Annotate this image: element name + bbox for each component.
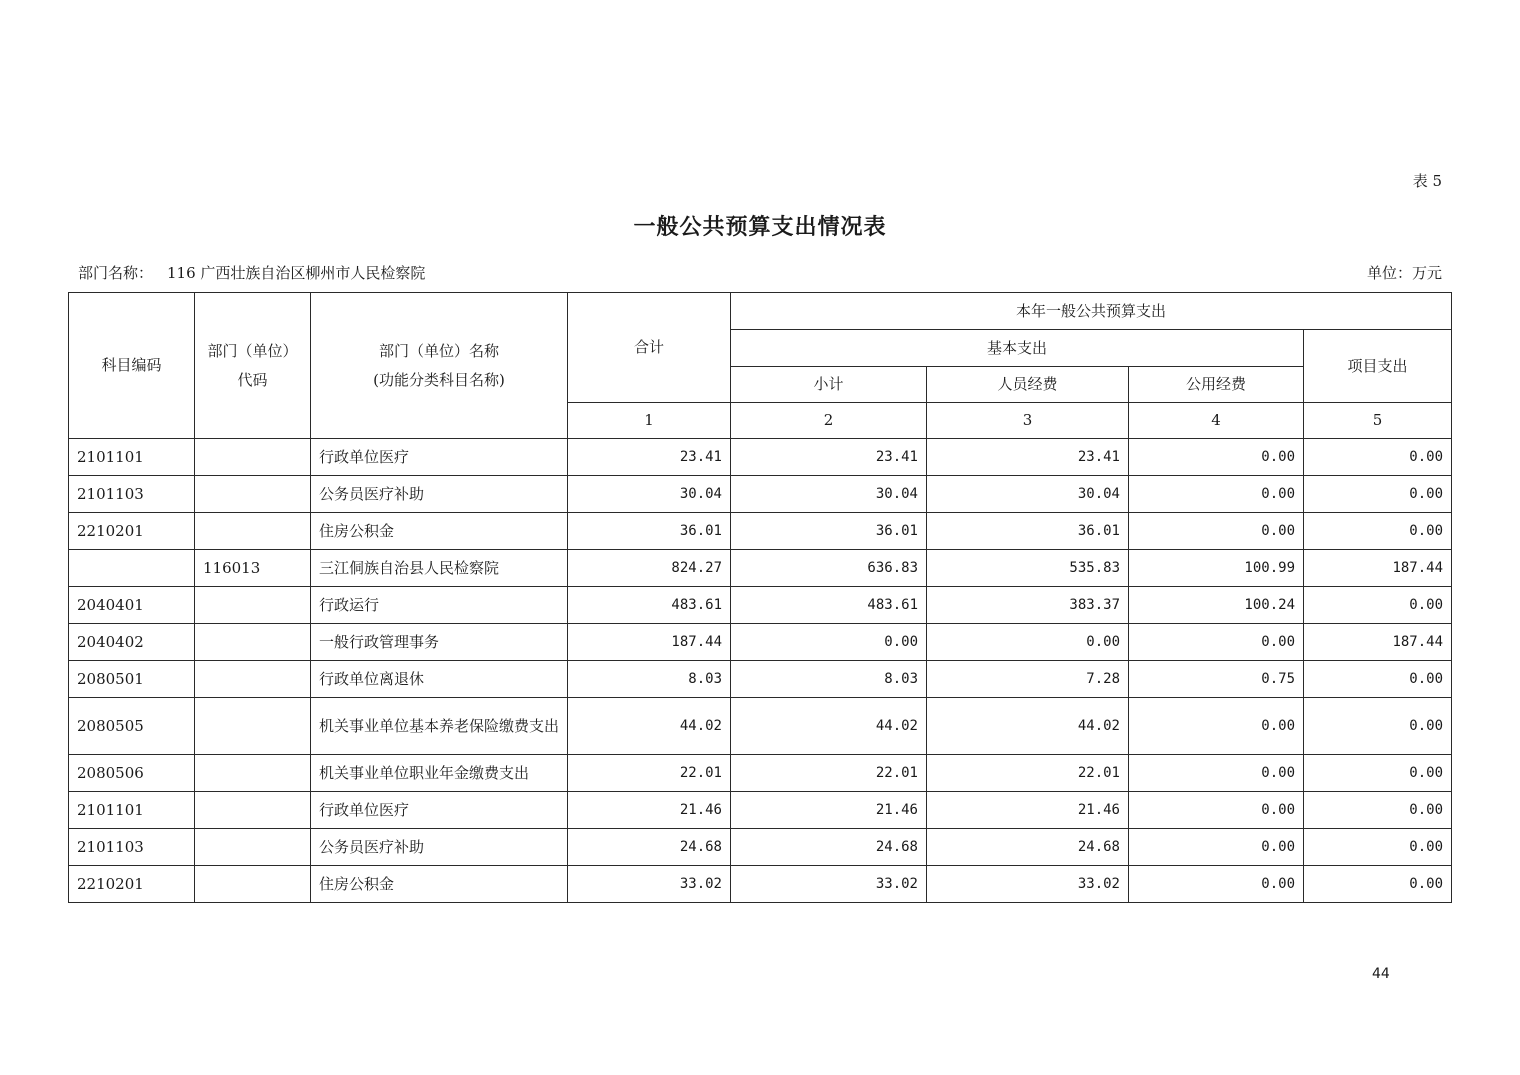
cell-dept-code — [195, 439, 311, 476]
cell-subtotal: 30.04 — [731, 476, 927, 513]
cell-total: 22.01 — [568, 755, 731, 792]
cell-public: 0.00 — [1129, 866, 1304, 903]
table-row — [69, 755, 1452, 792]
cell-public: 0.00 — [1129, 513, 1304, 550]
page-number: 44 — [1372, 966, 1390, 982]
table-row — [69, 866, 1452, 903]
cell-public: 0.00 — [1129, 624, 1304, 661]
cell-dept-code — [195, 587, 311, 624]
cell-subtotal: 21.46 — [731, 792, 927, 829]
header-dept-name-line2: (功能分类科目名称) — [373, 370, 505, 389]
cell-name: 行政运行 — [311, 587, 568, 624]
page-title: 一般公共预算支出情况表 — [633, 214, 887, 240]
cell-total: 30.04 — [568, 476, 731, 513]
cell-project: 187.44 — [1304, 550, 1452, 587]
header-dept-name-line1: 部门（单位）名称 — [378, 341, 499, 360]
cell-public: 0.75 — [1129, 661, 1304, 698]
table-row — [69, 698, 1452, 755]
cell-dept-code — [195, 829, 311, 866]
cell-project: 0.00 — [1304, 829, 1452, 866]
meta-row — [78, 262, 1442, 284]
header-col-5: 5 — [1304, 403, 1452, 439]
cell-public: 0.00 — [1129, 792, 1304, 829]
cell-public: 100.99 — [1129, 550, 1304, 587]
cell-public: 0.00 — [1129, 829, 1304, 866]
cell-personnel: 535.83 — [927, 550, 1129, 587]
cell-public: 0.00 — [1129, 755, 1304, 792]
cell-dept-code — [195, 792, 311, 829]
cell-personnel: 22.01 — [927, 755, 1129, 792]
cell-name: 住房公积金 — [311, 513, 568, 550]
cell-subject-code: 2101101 — [69, 439, 195, 476]
cell-project: 0.00 — [1304, 661, 1452, 698]
header-dept-name — [311, 293, 568, 439]
cell-name: 一般行政管理事务 — [311, 624, 568, 661]
cell-total: 44.02 — [568, 698, 731, 755]
header-dept-code — [195, 293, 311, 439]
cell-name: 机关事业单位职业年金缴费支出 — [311, 755, 568, 792]
header-subtotal: 小计 — [731, 367, 927, 403]
header-col-1: 1 — [568, 403, 731, 439]
header-dept-code-line2: 代码 — [237, 370, 268, 389]
cell-personnel: 36.01 — [927, 513, 1129, 550]
cell-subtotal: 8.03 — [731, 661, 927, 698]
cell-subject-code: 2101103 — [69, 476, 195, 513]
cell-dept-code: 116013 — [195, 550, 311, 587]
header-public: 公用经费 — [1129, 367, 1304, 403]
header-dept-code-line1: 部门（单位） — [207, 341, 298, 360]
cell-subtotal: 33.02 — [731, 866, 927, 903]
table-row — [69, 550, 1452, 587]
cell-project: 0.00 — [1304, 439, 1452, 476]
header-basic: 基本支出 — [731, 330, 1304, 367]
cell-subtotal: 0.00 — [731, 624, 927, 661]
cell-total: 21.46 — [568, 792, 731, 829]
cell-dept-code — [195, 661, 311, 698]
cell-personnel: 24.68 — [927, 829, 1129, 866]
cell-dept-code — [195, 513, 311, 550]
cell-personnel: 21.46 — [927, 792, 1129, 829]
cell-subtotal: 24.68 — [731, 829, 927, 866]
cell-subject-code: 2080501 — [69, 661, 195, 698]
cell-total: 483.61 — [568, 587, 731, 624]
cell-subject-code — [69, 550, 195, 587]
cell-name: 行政单位医疗 — [311, 792, 568, 829]
cell-public: 100.24 — [1129, 587, 1304, 624]
table-row — [69, 476, 1452, 513]
header-current-year: 本年一般公共预算支出 — [731, 293, 1452, 330]
cell-subject-code: 2101103 — [69, 829, 195, 866]
cell-total: 24.68 — [568, 829, 731, 866]
cell-dept-code — [195, 698, 311, 755]
cell-project: 0.00 — [1304, 866, 1452, 903]
cell-subject-code: 2040402 — [69, 624, 195, 661]
cell-public: 0.00 — [1129, 476, 1304, 513]
cell-total: 824.27 — [568, 550, 731, 587]
cell-public: 0.00 — [1129, 439, 1304, 476]
cell-subject-code: 2040401 — [69, 587, 195, 624]
cell-personnel: 30.04 — [927, 476, 1129, 513]
header-col-3: 3 — [927, 403, 1129, 439]
cell-subtotal: 636.83 — [731, 550, 927, 587]
department-info — [78, 262, 425, 283]
header-total: 合计 — [568, 293, 731, 403]
cell-name: 公务员医疗补助 — [311, 476, 568, 513]
table-number: 表 5 — [1412, 172, 1442, 190]
cell-subject-code: 2210201 — [69, 866, 195, 903]
header-subject-code: 科目编码 — [69, 293, 195, 439]
cell-name: 公务员医疗补助 — [311, 829, 568, 866]
department-value: 116 广西壮族自治区柳州市人民检察院 — [167, 264, 426, 282]
table-row — [69, 624, 1452, 661]
cell-name: 行政单位医疗 — [311, 439, 568, 476]
cell-project: 0.00 — [1304, 476, 1452, 513]
cell-dept-code — [195, 866, 311, 903]
cell-personnel: 33.02 — [927, 866, 1129, 903]
cell-personnel: 383.37 — [927, 587, 1129, 624]
cell-name: 三江侗族自治县人民检察院 — [311, 550, 568, 587]
cell-total: 23.41 — [568, 439, 731, 476]
table-row — [69, 829, 1452, 866]
cell-project: 0.00 — [1304, 755, 1452, 792]
cell-personnel: 7.28 — [927, 661, 1129, 698]
cell-dept-code — [195, 624, 311, 661]
header-col-2: 2 — [731, 403, 927, 439]
cell-subtotal: 44.02 — [731, 698, 927, 755]
cell-subtotal: 22.01 — [731, 755, 927, 792]
cell-name: 住房公积金 — [311, 866, 568, 903]
cell-dept-code — [195, 476, 311, 513]
department-label: 部门名称： — [78, 264, 154, 282]
cell-project: 0.00 — [1304, 587, 1452, 624]
cell-project: 0.00 — [1304, 698, 1452, 755]
cell-project: 0.00 — [1304, 792, 1452, 829]
table-row — [69, 792, 1452, 829]
cell-name: 行政单位离退休 — [311, 661, 568, 698]
cell-total: 33.02 — [568, 866, 731, 903]
cell-subtotal: 483.61 — [731, 587, 927, 624]
table-row — [69, 587, 1452, 624]
header-personnel: 人员经费 — [927, 367, 1129, 403]
cell-subject-code: 2101101 — [69, 792, 195, 829]
cell-personnel: 23.41 — [927, 439, 1129, 476]
cell-public: 0.00 — [1129, 698, 1304, 755]
cell-personnel: 44.02 — [927, 698, 1129, 755]
budget-table — [68, 292, 1452, 903]
cell-total: 36.01 — [568, 513, 731, 550]
table-row — [69, 513, 1452, 550]
table-row — [69, 439, 1452, 476]
cell-total: 187.44 — [568, 624, 731, 661]
cell-subtotal: 23.41 — [731, 439, 927, 476]
cell-subtotal: 36.01 — [731, 513, 927, 550]
cell-dept-code — [195, 755, 311, 792]
cell-personnel: 0.00 — [927, 624, 1129, 661]
cell-subject-code: 2080506 — [69, 755, 195, 792]
cell-project: 187.44 — [1304, 624, 1452, 661]
cell-name: 机关事业单位基本养老保险缴费支出 — [311, 698, 568, 755]
cell-project: 0.00 — [1304, 513, 1452, 550]
cell-total: 8.03 — [568, 661, 731, 698]
unit-label: 单位：万元 — [1366, 264, 1442, 282]
header-project: 项目支出 — [1304, 330, 1452, 403]
cell-subject-code: 2080505 — [69, 698, 195, 755]
header-col-4: 4 — [1129, 403, 1304, 439]
table-row — [69, 661, 1452, 698]
cell-subject-code: 2210201 — [69, 513, 195, 550]
